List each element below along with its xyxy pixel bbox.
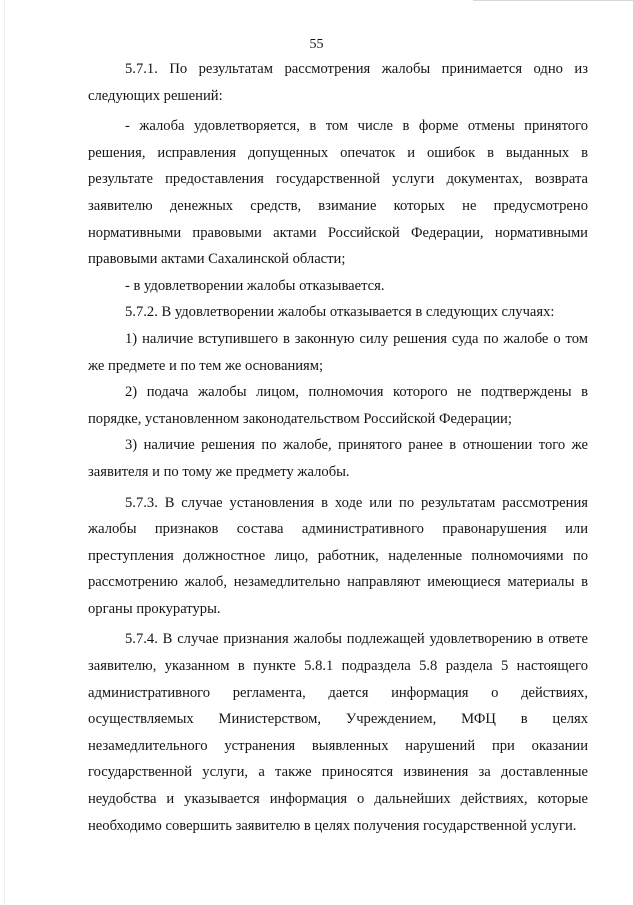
paragraph-refusal-case-3: 3) наличие решения по жалобе, принятого ранее в отношении того же заявителя и по тому же предмету жалобы. bbox=[88, 437, 588, 480]
paragraph-5-7-3: 5.7.3. В случае установления в ходе или по результатам рассмотрения жалобы признаков состава административного правонарушения или преступления должностное лицо, работник, наделенные полномочиями по рассмотрению жалоб, незамедлительно направляют имеющиеся материалы в органы прокуратуры. bbox=[88, 494, 588, 617]
document-body bbox=[88, 56, 588, 839]
page-number: 55 bbox=[309, 37, 324, 52]
paragraph-decision-satisfied: - жалоба удовлетворяется, в том числе в форме отмены принятого решения, исправления допущенных опечаток и ошибок в выданных в результате предоставления государственной услуги документах, возврата заявителю денежных средств, взимание которых не предусмотрено нормативными правовыми актами Российской Федерации, нормативными правовыми актами Сахалинской области; bbox=[88, 118, 588, 268]
paragraph-decision-refused: - в удовлетворении жалобы отказывается. bbox=[125, 277, 385, 294]
paragraph-5-7-4: 5.7.4. В случае признания жалобы подлежащей удовлетворению в ответе заявителю, указанном в пункте 5.8.1 подраздела 5.8 раздела 5 настоящего административного регламента, дается информация о действиях, осуществляемых Министерством, Учреждением, МФЦ в целях незамедлительного устранения выявленных нарушений при оказании государственной услуги, а также приносятся извинения за доставленные неудобства и указывается информация о дальнейших действиях, которые необходимо совершить заявителю в целях получения государственной услуги. bbox=[88, 631, 588, 834]
paragraph-5-7-1: 5.7.1. По результатам рассмотрения жалобы принимается одно из следующих решений: bbox=[88, 61, 588, 104]
scan-left-edge bbox=[4, 0, 5, 905]
paragraph-refusal-case-1: 1) наличие вступившего в законную силу решения суда по жалобе о том же предмете и по тем же основаниям; bbox=[88, 330, 588, 374]
scan-edge-mark bbox=[473, 0, 633, 1]
paragraph-refusal-case-2: 2) подача жалобы лицом, полномочия которого не подтверждены в порядке, установленном законодательством Российской Федерации; bbox=[88, 384, 588, 427]
paragraph-5-7-2: 5.7.2. В удовлетворении жалобы отказывается в следующих случаях: bbox=[125, 304, 555, 321]
